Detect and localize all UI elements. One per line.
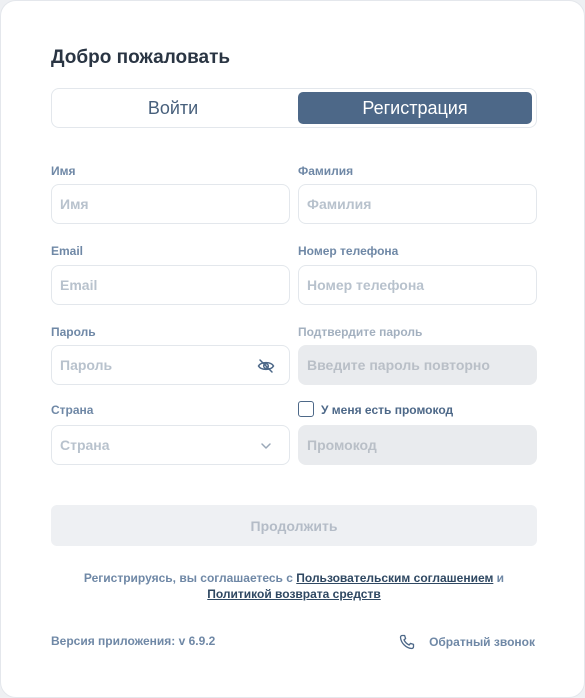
phone-icon bbox=[399, 634, 415, 650]
last-name-field bbox=[298, 184, 537, 224]
first-name-input[interactable] bbox=[52, 185, 289, 223]
country-select[interactable] bbox=[51, 425, 290, 465]
promo-checkbox-label[interactable]: У меня есть промокод bbox=[321, 403, 454, 417]
callback-button[interactable] bbox=[399, 634, 535, 650]
callback-label: Обратный звонок bbox=[429, 635, 535, 649]
password-input[interactable] bbox=[52, 346, 289, 384]
promo-input[interactable] bbox=[299, 426, 536, 464]
promo-field bbox=[298, 425, 537, 465]
auth-tabs bbox=[51, 88, 537, 128]
last-name-input[interactable] bbox=[299, 185, 536, 223]
tab-register[interactable]: Регистрация bbox=[298, 92, 532, 124]
refund-policy-link[interactable]: Политикой возврата средств bbox=[207, 587, 381, 601]
confirm-password-input[interactable] bbox=[299, 346, 536, 384]
email-input[interactable] bbox=[52, 266, 289, 304]
continue-button[interactable]: Продолжить bbox=[51, 505, 537, 546]
password-label: Пароль bbox=[51, 325, 96, 339]
promo-checkbox[interactable] bbox=[298, 401, 314, 417]
email-field bbox=[51, 265, 290, 305]
first-name-field bbox=[51, 184, 290, 224]
agreement-text bbox=[51, 570, 537, 602]
user-agreement-link[interactable]: Пользовательским соглашением bbox=[296, 571, 494, 585]
eye-off-icon[interactable] bbox=[257, 358, 275, 374]
confirm-password-field bbox=[298, 345, 537, 385]
app-version: Версия приложения: v 6.9.2 bbox=[51, 634, 216, 648]
email-label: Email bbox=[51, 244, 84, 258]
country-placeholder: Страна bbox=[60, 437, 110, 453]
agreement-middle: и bbox=[493, 571, 505, 585]
tab-login[interactable]: Войти bbox=[147, 97, 199, 118]
country-label: Страна bbox=[51, 403, 94, 417]
page-title: Добро пожаловать bbox=[51, 47, 231, 68]
phone-label: Номер телефона bbox=[298, 244, 399, 258]
phone-field bbox=[298, 265, 537, 305]
last-name-label: Фамилия bbox=[298, 164, 354, 178]
confirm-password-label: Подтвердите пароль bbox=[298, 325, 423, 339]
password-field bbox=[51, 345, 290, 385]
phone-input[interactable] bbox=[299, 266, 536, 304]
agreement-prefix: Регистрируясь, вы соглашаетесь с bbox=[83, 571, 297, 585]
first-name-label: Имя bbox=[51, 164, 76, 178]
chevron-down-icon bbox=[259, 440, 273, 452]
